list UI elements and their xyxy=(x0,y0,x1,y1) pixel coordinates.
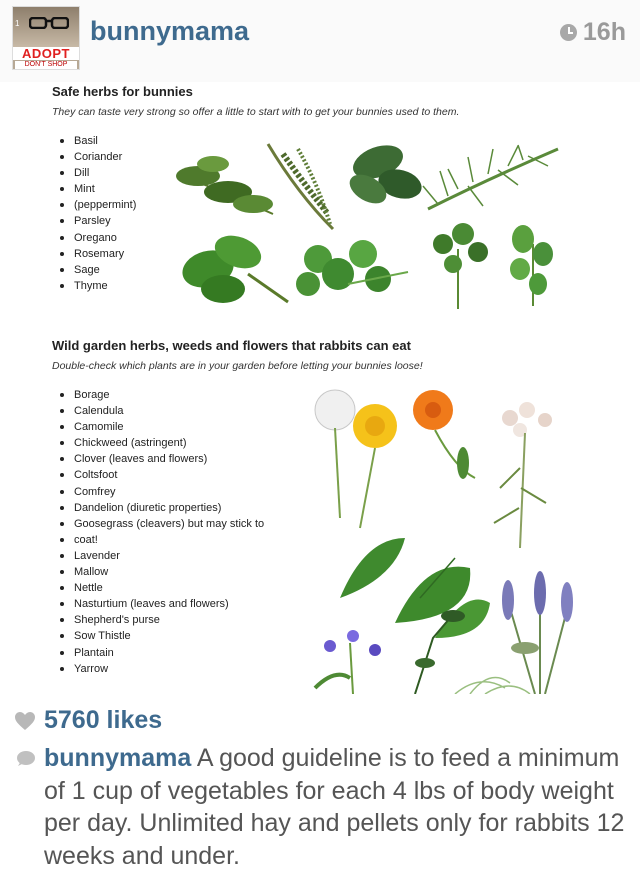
list-item: Sage xyxy=(58,262,136,278)
parsley-herb-icon xyxy=(433,223,488,309)
list-item: Borage xyxy=(58,387,264,403)
list-item: Lavender xyxy=(58,548,264,564)
list-item: Sow Thistle xyxy=(58,628,264,644)
list-item: Goosegrass (cleavers) but may stick to xyxy=(58,516,264,532)
username-link[interactable]: bunnymama xyxy=(90,16,250,46)
caption-text-block xyxy=(14,742,634,872)
mint-herb-icon xyxy=(345,139,425,209)
basil-herb-icon xyxy=(178,230,288,303)
post-time xyxy=(560,18,626,47)
thyme-herb-icon xyxy=(176,156,273,214)
section1-title: Safe herbs for bunnies xyxy=(52,84,193,99)
dandelion-flower-icon xyxy=(315,390,405,598)
list-item: Yarrow xyxy=(58,661,264,677)
herbs-illustration xyxy=(168,134,568,312)
yarrow-flower-icon xyxy=(494,402,552,548)
heart-icon xyxy=(14,711,36,731)
list-item: Clover (leaves and flowers) xyxy=(58,451,264,467)
likes-row[interactable] xyxy=(14,706,162,735)
list-item: Calendula xyxy=(58,403,264,419)
caption-username-link[interactable]: bunnymama xyxy=(44,744,192,772)
post-header xyxy=(0,0,640,83)
post-image[interactable] xyxy=(0,82,640,694)
list-item-continuation: (peppermint) xyxy=(58,197,136,213)
list-item: Nasturtium (leaves and flowers) xyxy=(58,596,264,612)
avatar-photo xyxy=(13,7,79,51)
time-text: 16h xyxy=(582,18,626,46)
section1-subtitle: They can taste very strong so offer a little to start with to get your bunnies used to them. xyxy=(52,106,460,118)
calendula-flower-icon xyxy=(413,390,475,479)
list-item: Basil xyxy=(58,133,136,149)
comment-bubble-icon xyxy=(14,750,36,768)
list-item: Coriander xyxy=(58,149,136,165)
rosemary-herb-icon xyxy=(268,144,333,229)
likes-count: 5760 likes xyxy=(44,706,163,734)
caption xyxy=(14,742,634,872)
list-item: Comfrey xyxy=(58,484,264,500)
list-item: Shepherd's purse xyxy=(58,612,264,628)
list-item: Thyme xyxy=(58,278,136,294)
section1-list xyxy=(58,133,136,294)
list-item: Plantain xyxy=(58,645,264,661)
dill-herb-icon xyxy=(423,145,558,209)
avatar-text-main: ADOPT xyxy=(13,47,79,60)
list-item: Parsley xyxy=(58,213,136,229)
avatar[interactable] xyxy=(12,6,80,70)
list-item: Coltsfoot xyxy=(58,467,264,483)
clock-icon xyxy=(560,24,577,41)
caption-text: A good guideline is to feed a minimum of 1 cup of vegetables for each 4 lbs of body weight per day. Unlimited hay and pellets only for rabbits 12 weeks and under. xyxy=(44,744,625,870)
coriander-herb-icon xyxy=(296,240,408,296)
oregano-herb-icon xyxy=(510,225,553,306)
list-item: Nettle xyxy=(58,580,264,596)
section2-list xyxy=(58,387,264,677)
list-item: Mint xyxy=(58,181,136,197)
wild-herbs-illustration xyxy=(305,388,575,694)
section2-title: Wild garden herbs, weeds and flowers that rabbits can eat xyxy=(52,338,411,353)
list-item: Camomile xyxy=(58,419,264,435)
section2-subtitle: Double-check which plants are in your garden before letting your bunnies loose! xyxy=(52,360,423,372)
list-item: Dill xyxy=(58,165,136,181)
avatar-badge-number: 1 xyxy=(15,19,20,28)
list-item-continuation: coat! xyxy=(58,532,264,548)
glasses-icon xyxy=(29,17,69,29)
list-item: Chickweed (astringent) xyxy=(58,435,264,451)
list-item: Rosemary xyxy=(58,246,136,262)
camomile-plant-icon xyxy=(455,678,530,694)
list-item: Oregano xyxy=(58,230,136,246)
list-item: Dandelion (diuretic properties) xyxy=(58,500,264,516)
list-item: Mallow xyxy=(58,564,264,580)
avatar-text-sub: DON'T SHOP xyxy=(15,61,77,69)
borage-flower-icon xyxy=(315,630,381,694)
lavender-flower-icon xyxy=(502,571,573,694)
